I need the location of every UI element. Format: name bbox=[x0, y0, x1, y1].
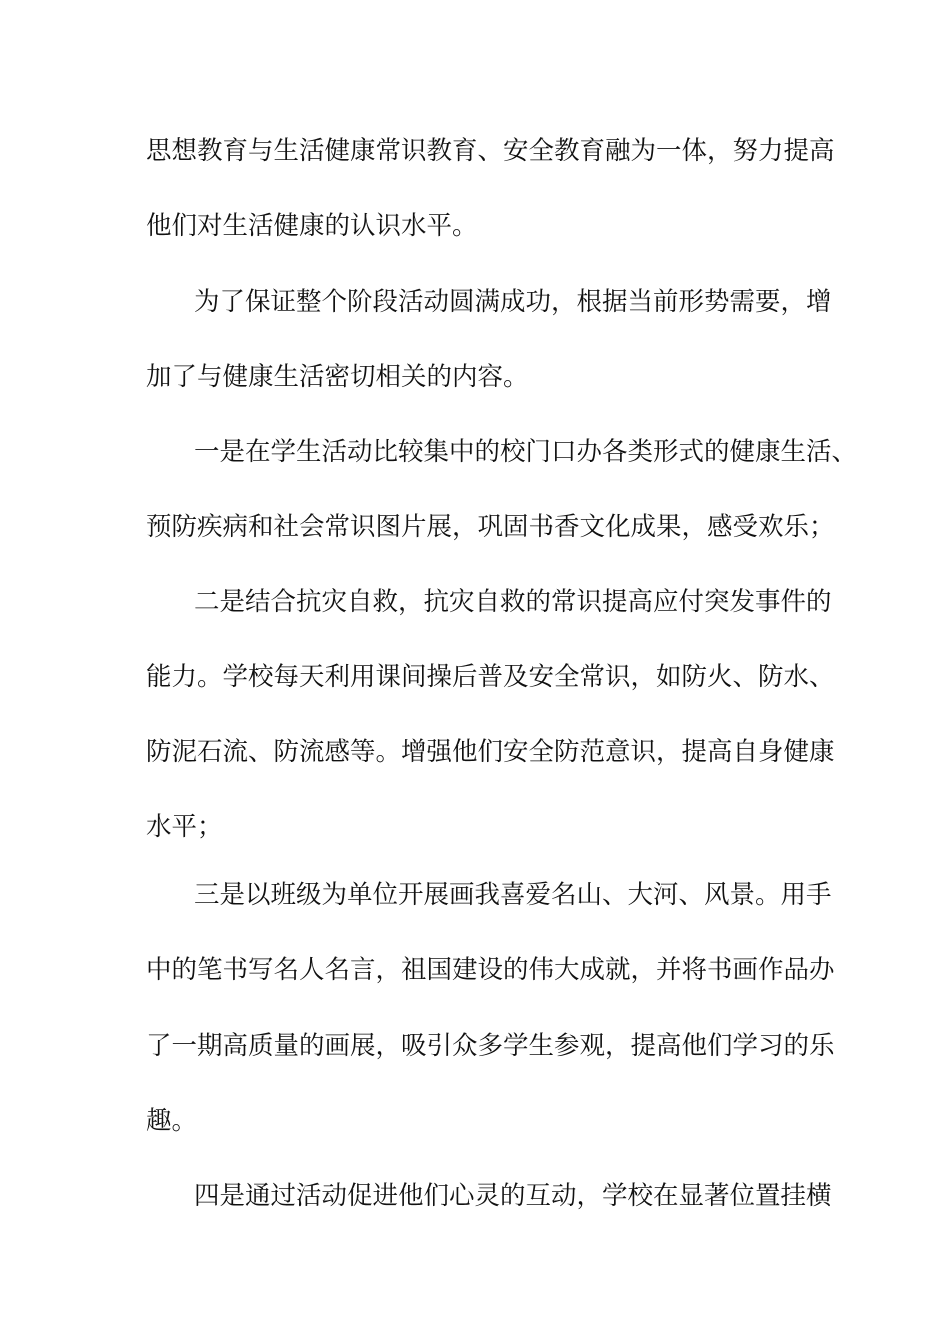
text-line: 预防疾病和社会常识图片展，巩固书香文化成果，感受欢乐； bbox=[146, 512, 835, 542]
text-line: 他们对生活健康的认识水平。 bbox=[146, 211, 478, 241]
paragraph-first-line: 一是在学生活动比较集中的校门口办各类形式的健康生活、 bbox=[194, 437, 858, 467]
text-line: 能力。学校每天利用课间操后普及安全常识，如防火、防水、 bbox=[146, 662, 835, 692]
text-line: 了一期高质量的画展，吸引众多学生参观，提高他们学习的乐 bbox=[146, 1031, 835, 1061]
text-line: 防泥石流、防流感等。增强他们安全防范意识，提高自身健康 bbox=[146, 737, 835, 767]
text-line: 趣。 bbox=[146, 1106, 198, 1136]
text-line: 水平； bbox=[146, 812, 223, 842]
paragraph-first-line: 二是结合抗灾自救，抗灾自救的常识提高应付突发事件的 bbox=[194, 587, 832, 617]
text-line: 思想教育与生活健康常识教育、安全教育融为一体，努力提高 bbox=[146, 136, 835, 166]
paragraph-first-line: 四是通过活动促进他们心灵的互动，学校在显著位置挂横 bbox=[194, 1181, 832, 1211]
text-line: 中的笔书写名人名言，祖国建设的伟大成就，并将书画作品办 bbox=[146, 955, 835, 985]
paragraph-first-line: 为了保证整个阶段活动圆满成功，根据当前形势需要，增 bbox=[194, 287, 832, 317]
paragraph-first-line: 三是以班级为单位开展画我喜爱名山、大河、风景。用手 bbox=[194, 880, 832, 910]
text-line: 加了与健康生活密切相关的内容。 bbox=[146, 362, 529, 392]
